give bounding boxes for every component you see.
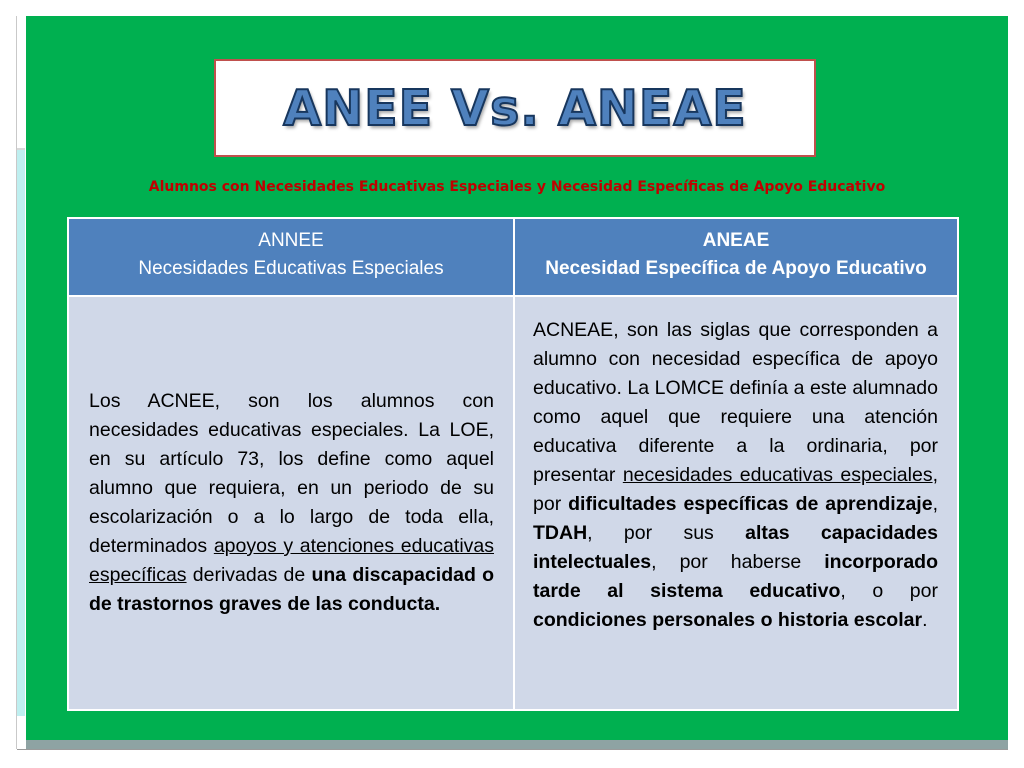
annee-text-1: Los ACNEE, son los alumnos con necesidades educativas especiales. La LOE, en su artículo 73, los define como aquel alumno que requiera, en un periodo de su escolarización o a lo largo de toda ella, determinados	[89, 390, 494, 557]
aneae-text-7: .	[922, 609, 928, 631]
aneae-text-3: ,	[932, 493, 938, 515]
aneae-bold-tdah: TDAH	[533, 522, 588, 544]
annee-underlined-supports: apoyos y atenciones educativas específicas	[89, 535, 494, 586]
aneae-text-2: , por	[533, 464, 938, 515]
aneae-text-4: , por sus	[587, 522, 746, 544]
aneae-text-1: ACNEAE, son las siglas que corresponden a alumno con necesidad específica de apoyo educativo. La LOMCE definía a este alumnado como aquel que requiere una atención educativa diferente a la ordinaria, por presentar	[533, 319, 938, 486]
table-header-annee	[69, 219, 513, 295]
slide	[26, 16, 1008, 740]
aneae-bold-high-abilities: altas capacidades intelectuales	[533, 522, 938, 573]
aneae-bold-learning: dificultades específicas de aprendizaje	[568, 493, 933, 515]
table-cell-aneae	[515, 297, 957, 709]
frame-left-strip-top	[17, 148, 25, 150]
annee-bold-causes: una discapacidad o de trastornos graves de las conducta.	[89, 564, 495, 615]
aneae-description	[533, 316, 938, 635]
annee-text-2: derivadas de	[186, 564, 312, 586]
slide-shadow-line	[17, 749, 1008, 750]
aneae-bold-late-entry: incorporado tarde al sistema educativo	[533, 551, 938, 602]
header-aneae-acronym: ANEAE	[702, 230, 770, 251]
aneae-text-5: , por haberse	[651, 551, 825, 573]
table-header-aneae	[515, 219, 957, 295]
slide-title: ANEE Vs. ANEAE	[283, 79, 747, 137]
title-box	[214, 59, 816, 157]
frame-left-strip	[17, 148, 25, 716]
comparison-table	[67, 217, 959, 711]
aneae-text-6: , o por	[840, 580, 938, 602]
table-cell-annee	[69, 297, 513, 709]
slide-subtitle: Alumnos con Necesidades Educativas Especiales y Necesidad Específicas de Apoyo Educativo	[148, 179, 886, 195]
annee-description	[89, 387, 494, 619]
header-aneae-name: Necesidad Específica de Apoyo Educativo	[545, 258, 927, 279]
header-annee-acronym: ANNEE	[258, 230, 324, 251]
aneae-bold-personal: condiciones personales o historia escolar	[533, 609, 923, 631]
aneae-underlined-nee: necesidades educativas especiales	[622, 464, 933, 486]
header-annee-name: Necesidades Educativas Especiales	[138, 258, 444, 279]
